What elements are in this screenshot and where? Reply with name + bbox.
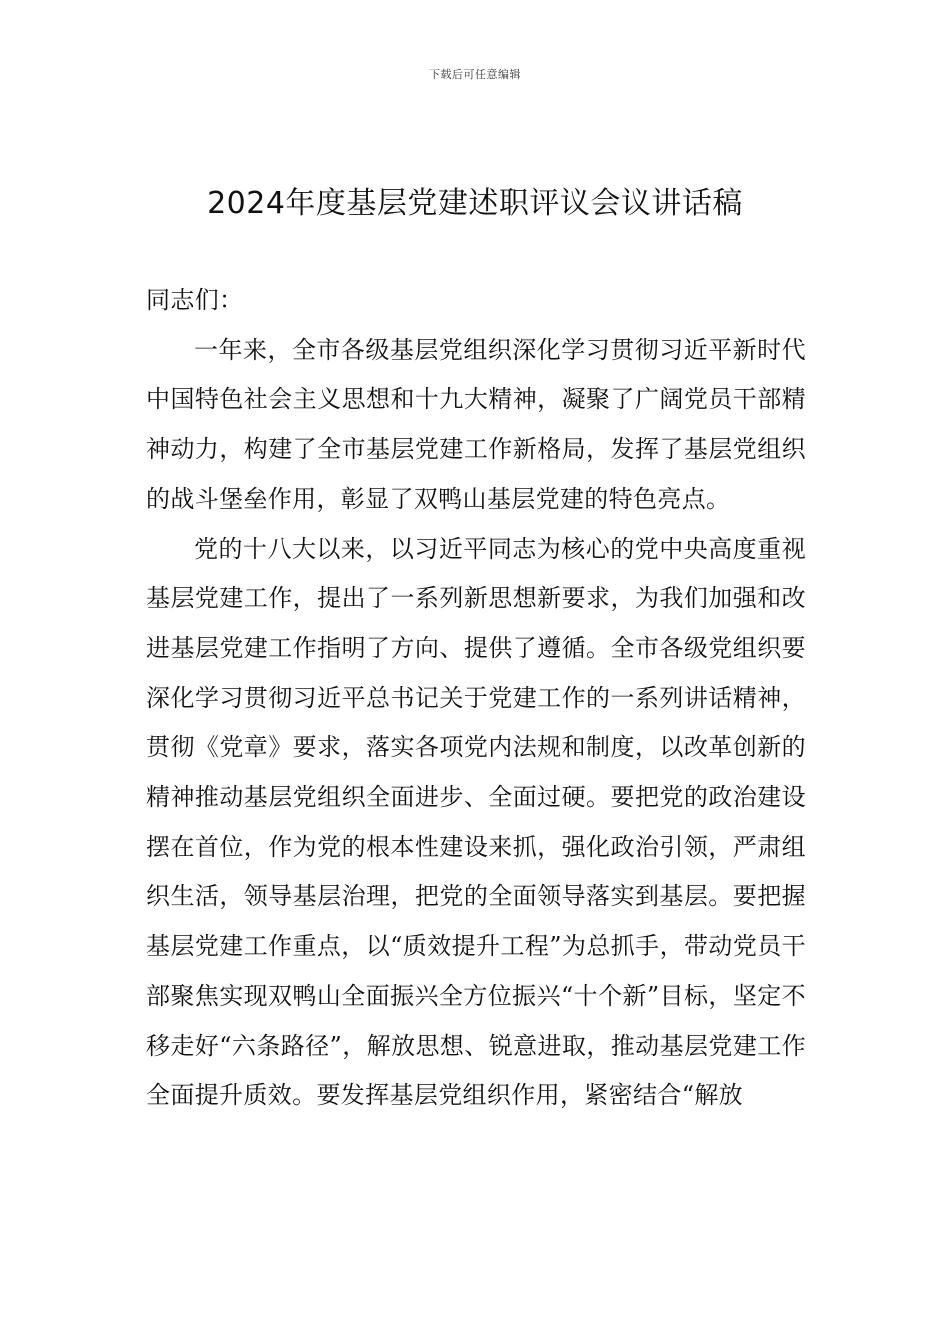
paragraph-1: 一年来，全市各级基层党组织深化学习贯彻习近平新时代中国特色社会主义思想和十九大精神，凝聚了广阔党员干部精神动力，构建了全市基层党建工作新格局，发挥了基层党组织的战斗堡垒作用，彰显了双鸭山基层党建的特色亮点。 — [146, 335, 806, 513]
salutation: 同志们： — [146, 286, 244, 314]
document-body — [146, 276, 806, 1121]
header-note: 下载后可任意编辑 — [429, 68, 521, 81]
paragraph-2: 党的十八大以来，以习近平同志为核心的党中央高度重视基层党建工作，提出了一系列新思想新要求，为我们加强和改进基层党建工作指明了方向、提供了遵循。全市各级党组织要深化学习贯彻习近平总书记关于党建工作的一系列讲话精神，贯彻《党章》要求，落实各项党内法规和制度，以改革创新的精神推动基层党组织全面进步、全面过硬。要把党的政治建设摆在首位，作为党的根本性建设来抓，强化政治引领，严肃组织生活，领导基层治理，把党的全面领导落实到基层。要把握基层党建工作重点，以“质效提升工程”为总抓手，带动党员干部聚焦实现双鸭山全面振兴全方位振兴“十个新”目标，坚定不移走好“六条路径”，解放思想、锐意进取，推动基层党建工作全面提升质效。要发挥基层党组织作用，紧密结合“解放 — [146, 534, 806, 1110]
document-title: 2024年度基层党建述职评议会议讲话稿 — [207, 186, 743, 221]
